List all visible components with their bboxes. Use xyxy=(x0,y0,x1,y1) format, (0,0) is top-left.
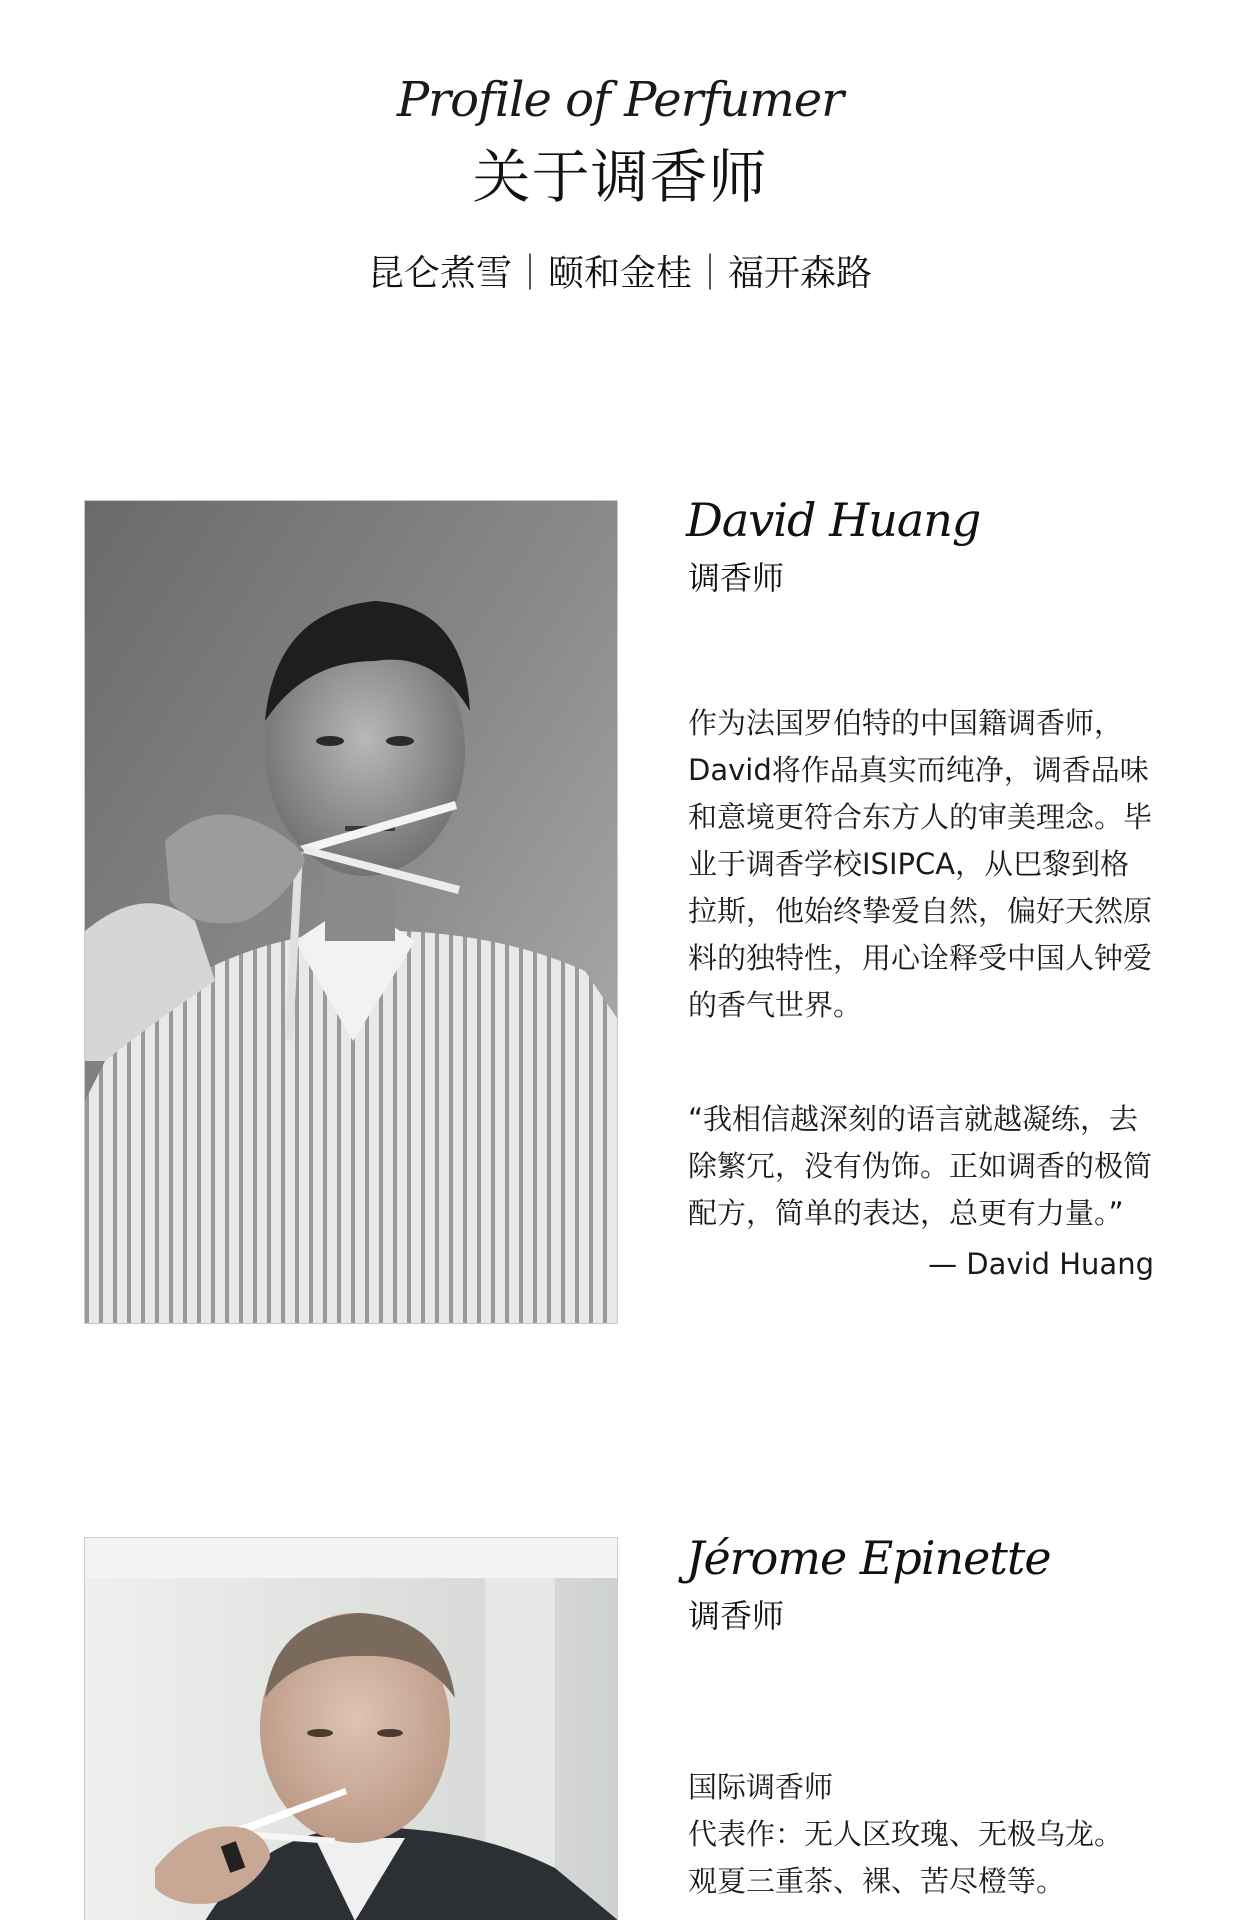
jerome-epinette-portrait-photo xyxy=(84,1537,618,1920)
page-title-chinese: 关于调香师 xyxy=(472,143,768,211)
perfumer-role: 调香师 xyxy=(688,1597,785,1635)
perfumer-bio xyxy=(688,700,1158,1029)
perfumer-bio-line: 代表作：无人区玫瑰、无极乌龙。 xyxy=(688,1817,1124,1851)
perfumer-quote-text: “我相信越深刻的语言就越凝练，去除繁冗，没有伪饰。正如调香的极简配方，简单的表达，总更有力量。” xyxy=(688,1102,1153,1230)
david-huang-portrait-photo xyxy=(84,500,618,1324)
perfumer-bio-text: 作为法国罗伯特的中国籍调香师，David将作品真实而纯净，调香品味和意境更符合东方人的审美理念。毕业于调香学校ISIPCA，从巴黎到格拉斯，他始终挚爱自然，偏好天然原料的独特性，用心诠释受中国人钟爱的香气世界。 xyxy=(688,706,1153,1022)
perfumer-name: David Huang xyxy=(686,493,981,547)
perfumer-bio xyxy=(688,1764,1158,1905)
quote-attribution: — David Huang xyxy=(928,1247,1154,1281)
perfumer-name: Jérome Epinette xyxy=(686,1531,1051,1585)
perfumer-bio-line: 观夏三重茶、裸、苦尽橙等。 xyxy=(688,1864,1066,1898)
product-list-subtitle: 昆仑煮雪｜颐和金桂｜福开森路 xyxy=(367,253,872,294)
perfumer-bio-line: 国际调香师 xyxy=(688,1770,834,1804)
perfumer-role: 调香师 xyxy=(688,559,785,597)
perfumer-quote xyxy=(688,1096,1158,1237)
page-title-english: Profile of Perfumer xyxy=(396,72,844,128)
